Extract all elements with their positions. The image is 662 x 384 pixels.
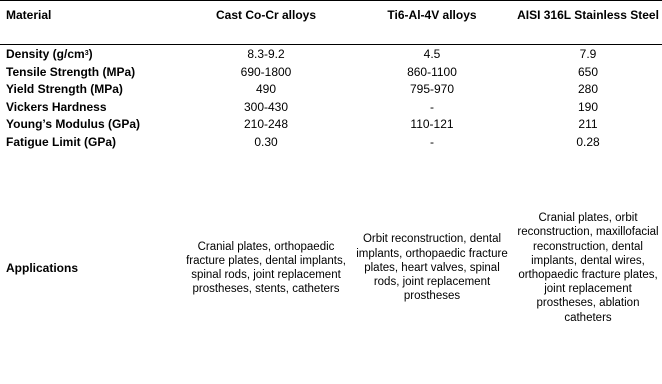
- cell-value: 690-1800: [240, 64, 292, 79]
- cell-value: 110-121: [410, 116, 454, 131]
- cell-value: 650: [577, 64, 599, 79]
- cell-value: 7.9: [579, 46, 597, 61]
- cell-value: 8.3-9.2: [247, 46, 285, 61]
- header-cast-co-cr: Cast Co-Cr alloys: [215, 8, 317, 22]
- cell-value: 190: [577, 99, 599, 114]
- row-label: Applications: [6, 260, 79, 275]
- applications-aisi-316l: Cranial plates, orbit reconstruction, maxillofacial reconstruction, dental implants, dental wires, orthopaedic fracture plates, joint replacement prostheses, ablation catheters: [517, 212, 659, 324]
- cell-value: 490: [255, 81, 277, 96]
- row-label: Tensile Strength (MPa): [6, 64, 136, 79]
- cell-value: 4.5: [423, 46, 441, 61]
- cell-value: 0.30: [254, 134, 278, 149]
- cell-value: 0.28: [576, 134, 600, 149]
- row-label: Young’s Modulus (GPa): [6, 116, 140, 131]
- row-label: Density (g/cm 3 ): [6, 46, 93, 61]
- row-label: Yield Strength (MPa): [6, 81, 123, 96]
- cell-value: 280: [577, 81, 599, 96]
- header-ti6-al-4v: Ti6-Al-4V alloys: [387, 8, 477, 22]
- cell-value: 211: [578, 116, 598, 131]
- applications-ti6-al-4v: Orbit reconstruction, dental implants, orthopaedic fracture plates, heart valves, spinal rods, joint replacement prostheses: [356, 233, 508, 303]
- row-label: Vickers Hardness: [6, 99, 107, 114]
- cell-value: 210-248: [243, 116, 289, 131]
- table-top-rule: [0, 0, 662, 1]
- cell-value: 860-1100: [407, 64, 457, 79]
- cell-value: 795-970: [409, 81, 455, 96]
- row-label: Fatigue Limit (GPa): [6, 134, 117, 149]
- applications-cast-co-cr: Cranial plates, orthopaedic fracture plates, dental implants, spinal rods, joint replacement prostheses, stents, catheters: [186, 240, 346, 296]
- cell-value: -: [430, 99, 434, 114]
- header-material: Material: [6, 8, 52, 22]
- cell-value: 300-430: [243, 99, 289, 114]
- header-aisi-316l: AISI 316L Stainless Steel: [517, 8, 659, 22]
- cell-value: -: [430, 134, 434, 149]
